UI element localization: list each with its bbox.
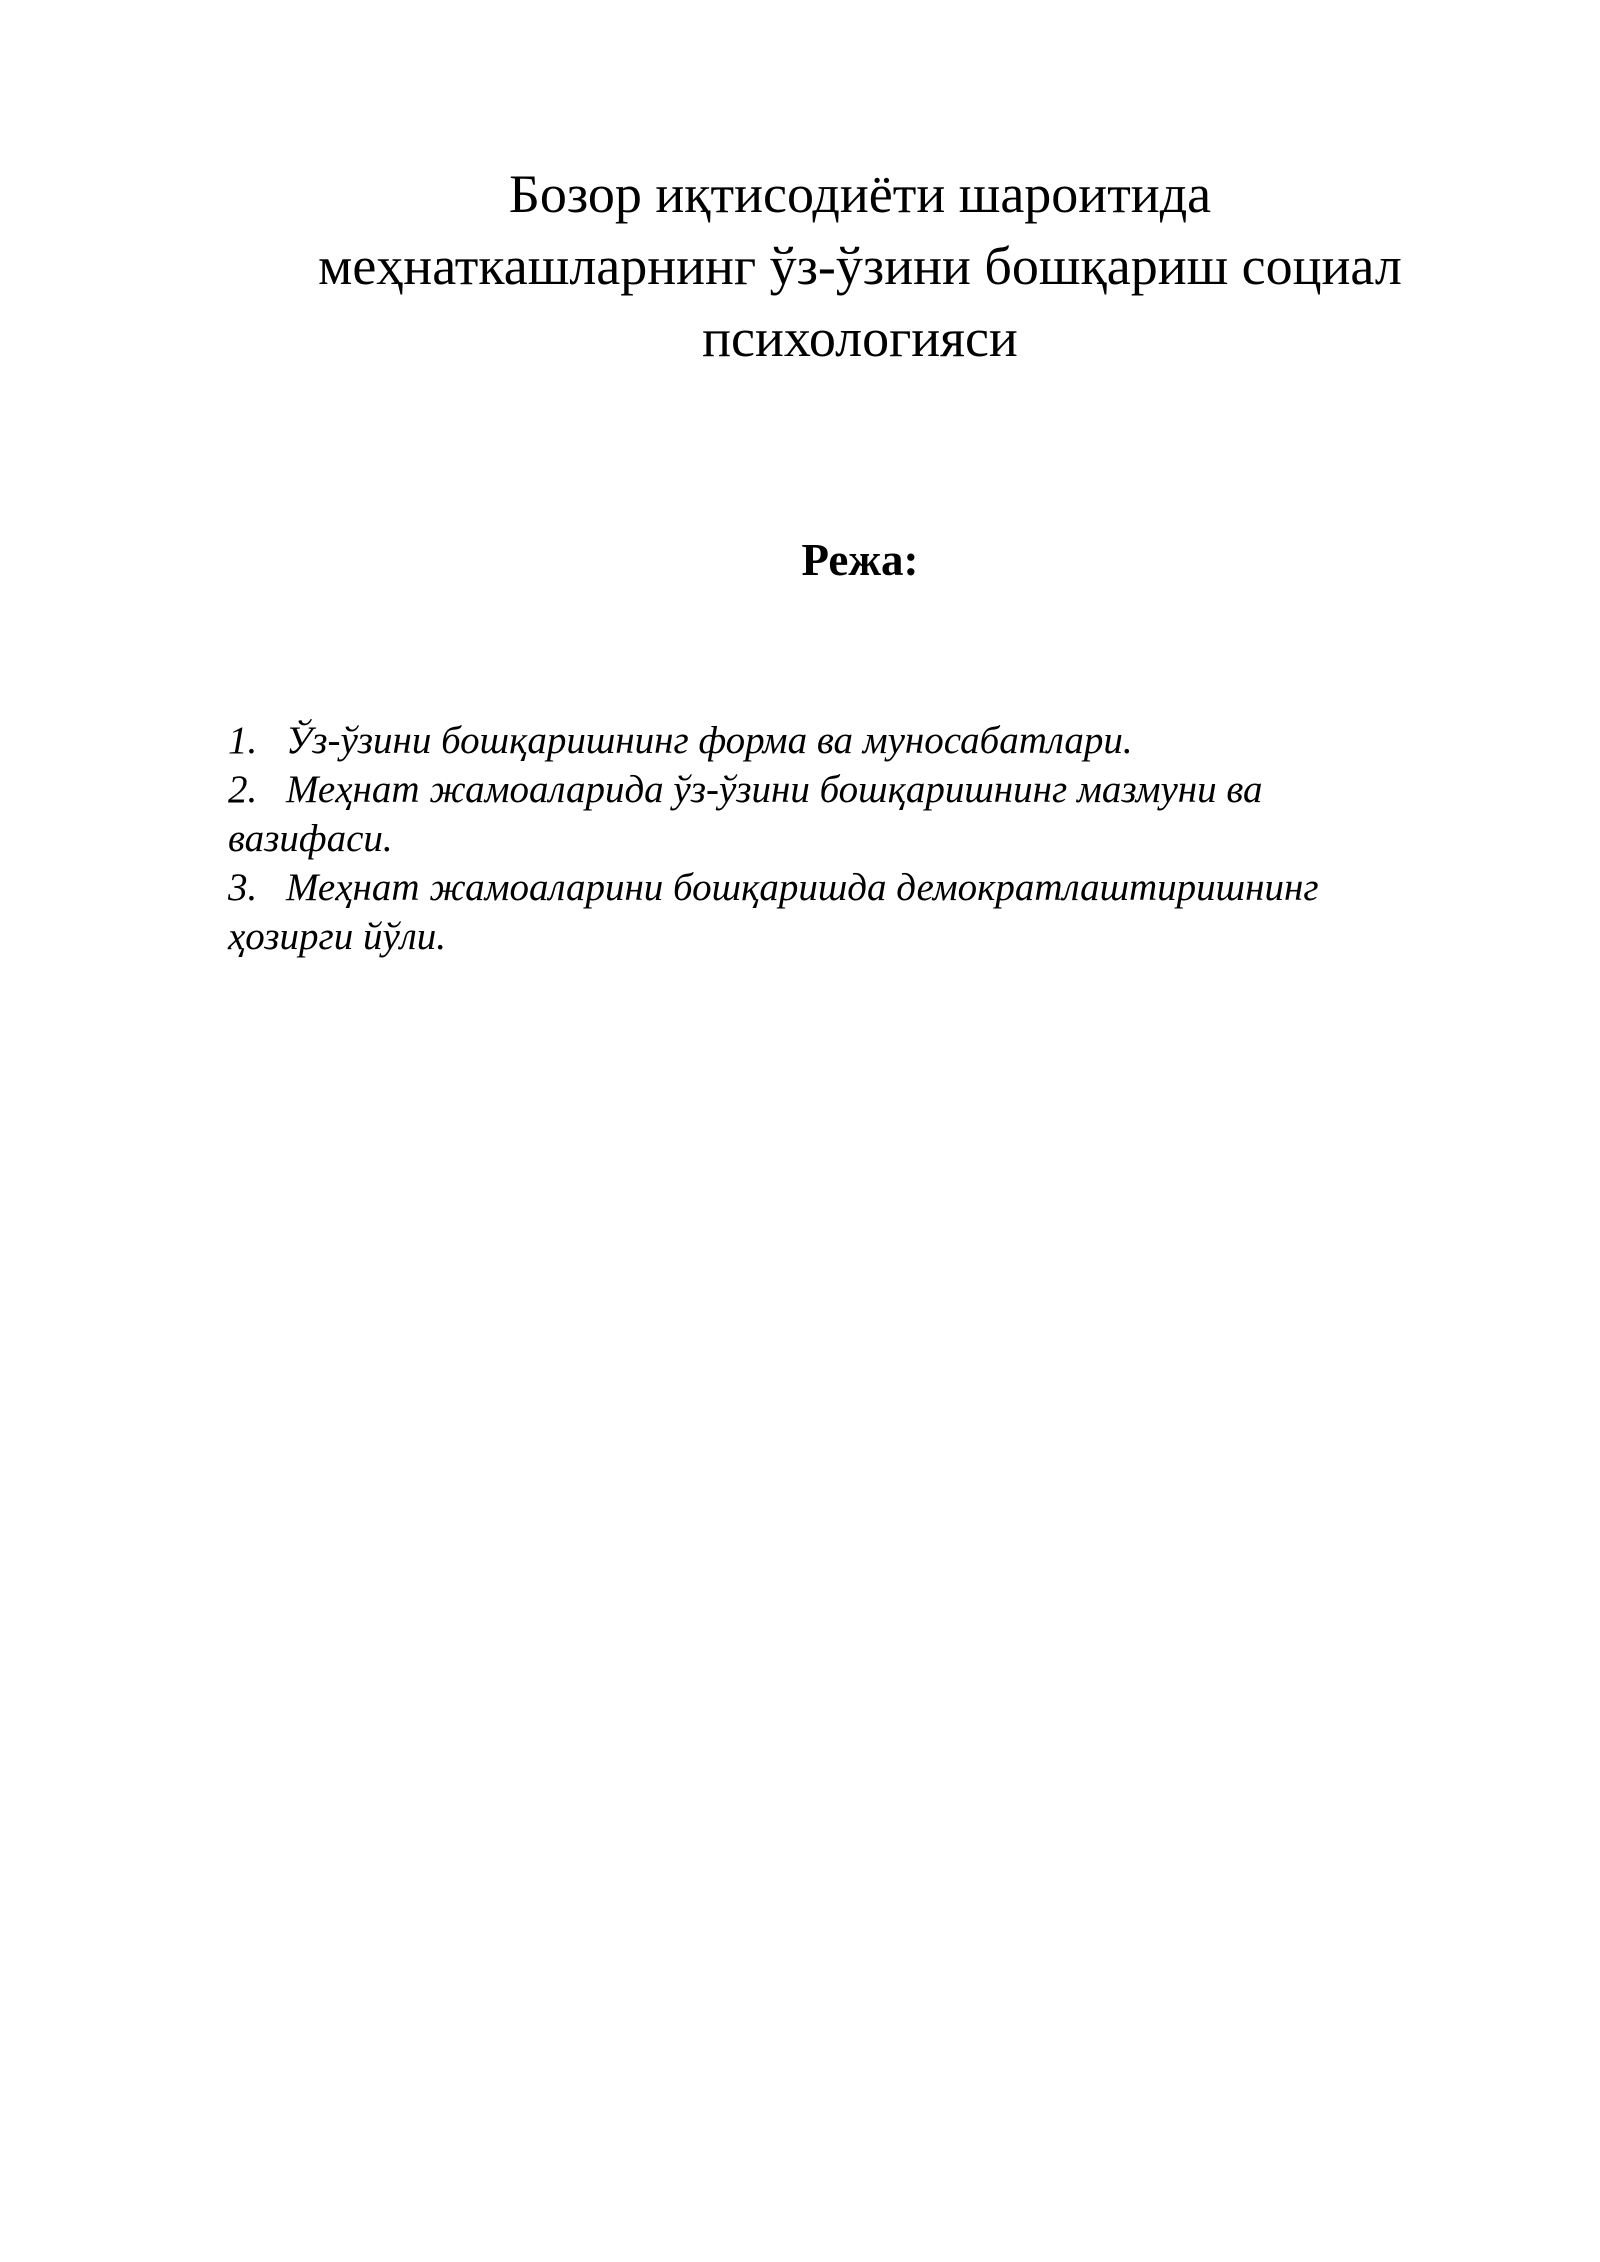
title-line-3: психологияси [702, 308, 1018, 368]
plan-item-continuation: вазифаси. [228, 817, 393, 860]
plan-item-line [228, 863, 1488, 912]
title-line-1: Бозор иқтисодиёти шароитида [508, 164, 1212, 224]
plan-item-number: 2. [228, 768, 258, 811]
plan-item-line [228, 716, 1488, 765]
plan-heading: Режа: [801, 535, 919, 585]
plan-item-1 [228, 716, 1488, 765]
plan-item-number: 3. [228, 866, 258, 909]
plan-item-text: Меҳнат жамоаларини бошқаришда демократлаштиришнинг [286, 866, 1319, 909]
title-line-2: меҳнаткашларнинг ўз-ўзини бошқариш социал [318, 236, 1402, 296]
plan-item-text: Меҳнат жамоаларида ўз-ўзини бошқаришнинг мазмуни ва [286, 768, 1263, 811]
plan-item-2 [228, 765, 1488, 863]
plan-item-text: Ўз-ўзини бошқаришнинг форма ва муносабатлари. [286, 719, 1133, 762]
plan-list [228, 716, 1488, 961]
plan-item-continuation: ҳозирги йўли. [228, 915, 447, 958]
plan-item-line [228, 765, 1488, 814]
document-title [200, 158, 1520, 374]
plan-item-3 [228, 863, 1488, 961]
plan-item-number: 1. [228, 719, 258, 762]
